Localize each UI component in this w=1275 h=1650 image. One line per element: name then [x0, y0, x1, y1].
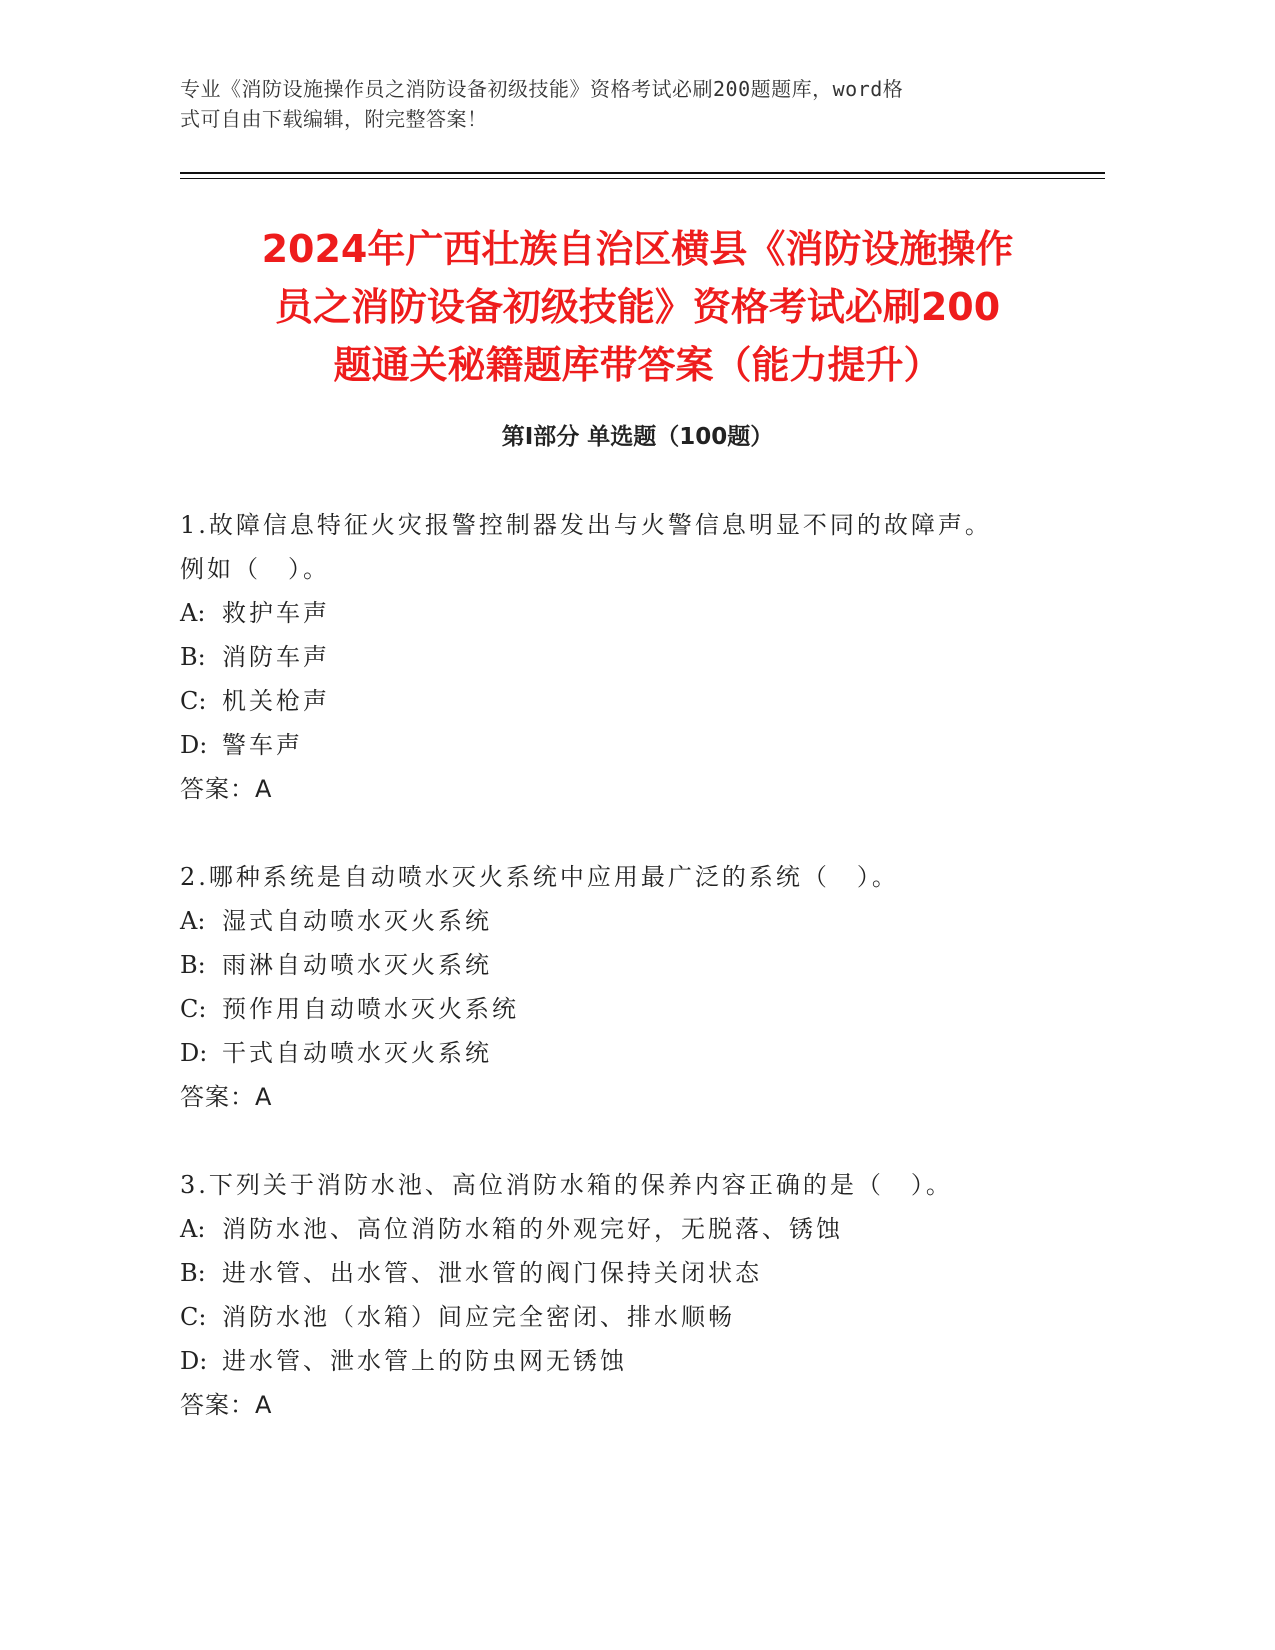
- option-key: D:: [180, 1347, 208, 1375]
- option-text: 雨淋自动喷水灭火系统: [222, 951, 492, 979]
- option-a: [180, 899, 1080, 943]
- question-list: [180, 503, 1080, 1471]
- option-key: B:: [180, 951, 206, 979]
- option-text: 进水管、泄水管上的防虫网无锈蚀: [222, 1347, 627, 1375]
- option-key: D:: [180, 731, 208, 759]
- option-text: 湿式自动喷水灭火系统: [222, 907, 492, 935]
- option-key: A:: [180, 1215, 206, 1243]
- option-text: 消防车声: [222, 643, 330, 671]
- option-text: 警车声: [222, 731, 303, 759]
- title-line: 2024年广西壮族自治区横县《消防设施操作: [261, 227, 1014, 271]
- title-line: 员之消防设备初级技能》资格考试必刷200: [274, 285, 1001, 329]
- option-d: [180, 1031, 1080, 1075]
- header-note-line: 专业《消防设施操作员之消防设备初级技能》资格考试必刷200题题库，word格: [180, 77, 904, 101]
- option-key: B:: [180, 643, 206, 671]
- option-text: 干式自动喷水灭火系统: [222, 1039, 492, 1067]
- question-stem: 1.故障信息特征火灾报警控制器发出与火警信息明显不同的故障声。: [180, 511, 992, 539]
- option-a: [180, 591, 1080, 635]
- section-heading: 第Ⅰ部分 单选题（100题）: [501, 424, 774, 450]
- option-b: [180, 943, 1080, 987]
- option-key: B:: [180, 1259, 206, 1287]
- option-c: [180, 987, 1080, 1031]
- question-item: [180, 1163, 1080, 1427]
- header-note: [180, 74, 1040, 134]
- option-text: 机关枪声: [222, 687, 330, 715]
- option-d: [180, 1339, 1080, 1383]
- question-item: [180, 855, 1080, 1119]
- option-text: 救护车声: [222, 599, 330, 627]
- option-text: 消防水池、高位消防水箱的外观完好，无脱落、锈蚀: [222, 1215, 843, 1243]
- option-key: D:: [180, 1039, 208, 1067]
- option-key: C:: [180, 995, 207, 1023]
- header-divider-thin: [180, 178, 1105, 179]
- option-key: A:: [180, 599, 206, 627]
- answer-line: 答案：A: [180, 775, 273, 803]
- option-text: 消防水池（水箱）间应完全密闭、排水顺畅: [222, 1303, 735, 1331]
- option-key: C:: [180, 1303, 207, 1331]
- option-b: [180, 635, 1080, 679]
- option-c: [180, 679, 1080, 723]
- option-c: [180, 1295, 1080, 1339]
- option-text: 预作用自动喷水灭火系统: [222, 995, 519, 1023]
- document-title: [160, 220, 1115, 394]
- answer-line: 答案：A: [180, 1083, 273, 1111]
- question-stem: 3.下列关于消防水池、高位消防水箱的保养内容正确的是（ ）。: [180, 1171, 953, 1199]
- answer-line: 答案：A: [180, 1391, 273, 1419]
- option-a: [180, 1207, 1080, 1251]
- option-text: 进水管、出水管、泄水管的阀门保持关闭状态: [222, 1259, 762, 1287]
- question-stem: 2.哪种系统是自动喷水灭火系统中应用最广泛的系统（ ）。: [180, 863, 899, 891]
- option-b: [180, 1251, 1080, 1295]
- question-item: [180, 503, 1080, 811]
- option-key: A:: [180, 907, 206, 935]
- question-stem-continued: 例如（ ）。: [180, 555, 330, 583]
- option-key: C:: [180, 687, 207, 715]
- title-line: 题通关秘籍题库带答案（能力提升）: [333, 343, 942, 387]
- header-divider: [180, 172, 1105, 174]
- header-note-line: 式可自由下载编辑，附完整答案！: [180, 107, 488, 131]
- option-d: [180, 723, 1080, 767]
